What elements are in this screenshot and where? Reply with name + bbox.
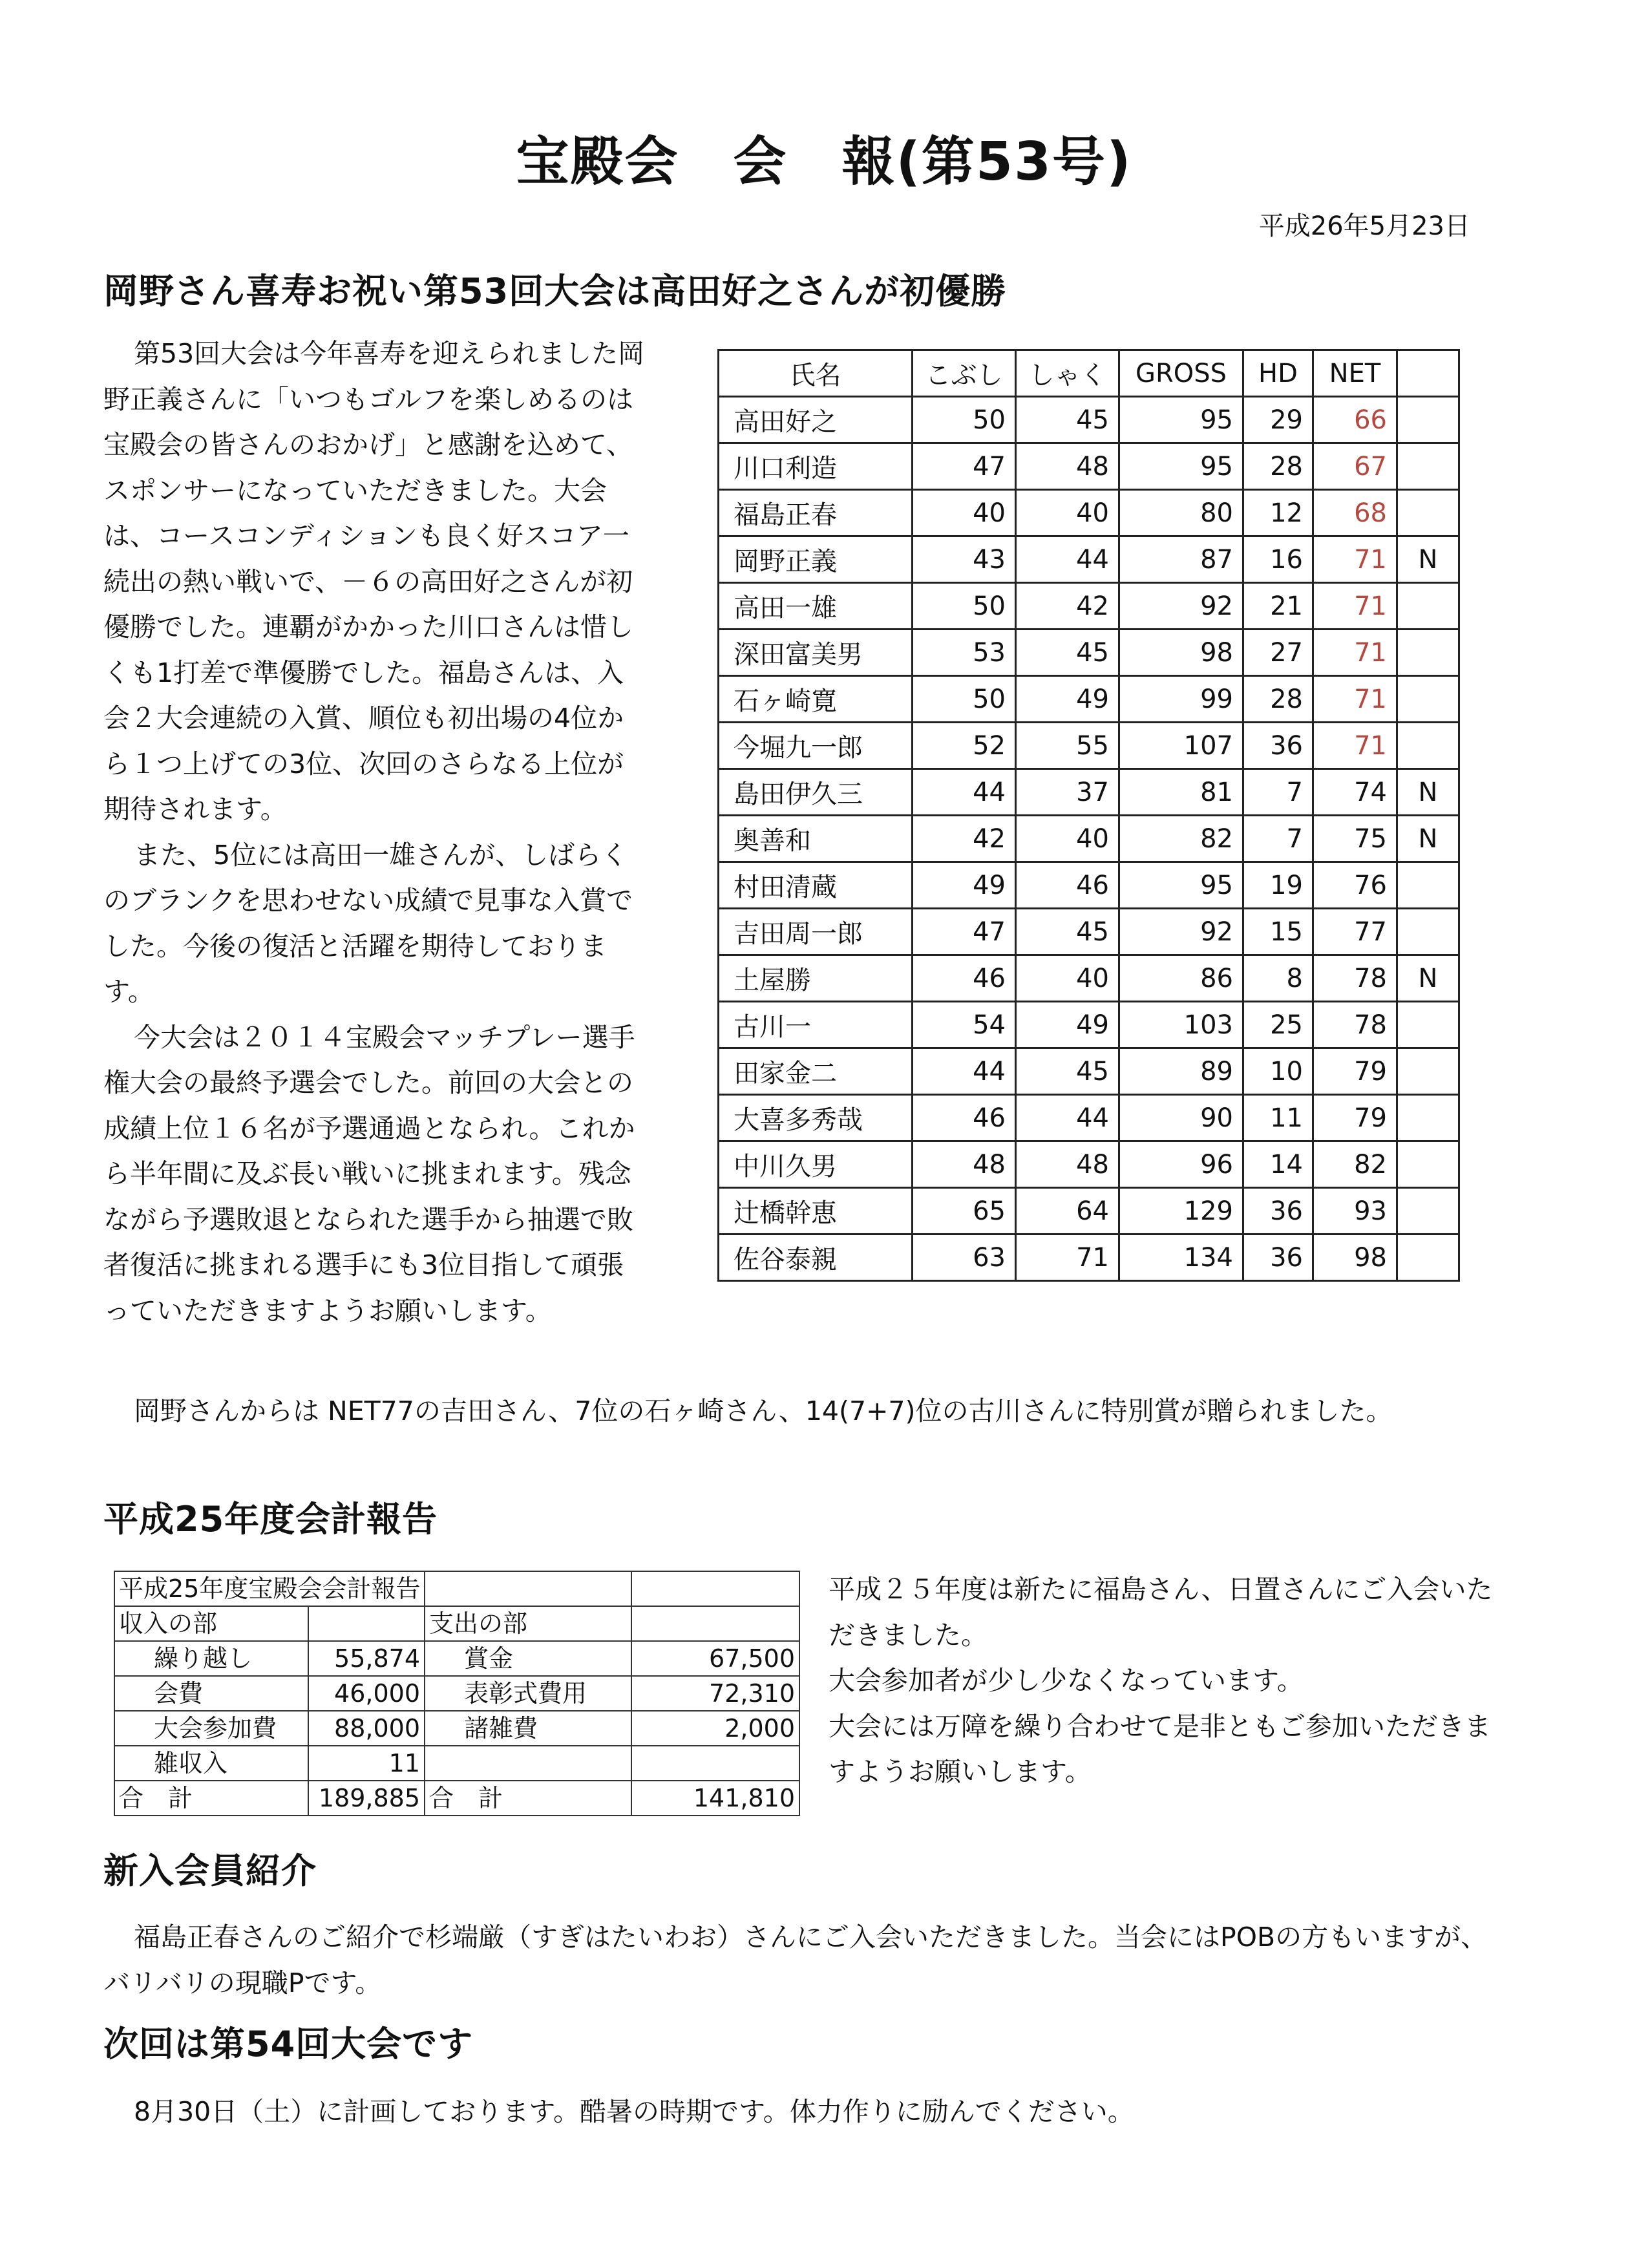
in-score: 40	[1016, 816, 1119, 862]
income-total-label: 合 計	[114, 1781, 308, 1816]
gross-score: 89	[1119, 1048, 1243, 1095]
col-header-gross: GROSS	[1119, 350, 1243, 397]
gross-score: 90	[1119, 1095, 1243, 1141]
net-score: 78	[1313, 955, 1397, 1002]
player-name: 古川一	[719, 1002, 913, 1048]
net-score: 74	[1313, 769, 1397, 816]
result-row	[719, 1141, 1459, 1188]
accounting-row	[114, 1676, 799, 1711]
gross-score: 81	[1119, 769, 1243, 816]
player-name: 大喜多秀哉	[719, 1095, 913, 1141]
accounting-section-row	[114, 1606, 799, 1641]
net-score: 75	[1313, 816, 1397, 862]
next-tournament-heading: 次回は第54回大会です	[103, 2024, 474, 2064]
in-score: 45	[1016, 397, 1119, 443]
new-peria-flag: N	[1397, 536, 1459, 583]
handicap: 12	[1243, 490, 1313, 536]
gross-score: 86	[1119, 955, 1243, 1002]
out-score: 52	[913, 723, 1016, 769]
handicap: 25	[1243, 1002, 1313, 1048]
report-paragraph: 今大会は２０１４宝殿会マッチプレー選手権大会の最終予選会でした。前回の大会との成績上位１６名が予選通過となられ。これから半年間に及ぶ長い戦いに挑まれます。残念ながら予選敗退となられた選手から抽選で敗者復活に挑まれる選手にも3位目指して頑張っていただきますようお願いします。	[103, 1021, 635, 1326]
expense-total-label: 合 計	[425, 1781, 631, 1816]
result-row	[719, 862, 1459, 909]
new-peria-flag	[1397, 1235, 1459, 1281]
result-row	[719, 397, 1459, 443]
new-peria-flag	[1397, 490, 1459, 536]
in-score: 40	[1016, 490, 1119, 536]
accounting-row	[114, 1746, 799, 1781]
in-score: 64	[1016, 1188, 1119, 1235]
out-score: 50	[913, 676, 1016, 723]
handicap: 29	[1243, 397, 1313, 443]
gross-score: 80	[1119, 490, 1243, 536]
out-score: 47	[913, 443, 1016, 490]
result-row	[719, 1002, 1459, 1048]
results-table	[717, 349, 1460, 1282]
net-score: 82	[1313, 1141, 1397, 1188]
income-header: 収入の部	[114, 1606, 308, 1641]
accounting-heading: 平成25年度会計報告	[103, 1499, 438, 1540]
new-peria-flag	[1397, 1188, 1459, 1235]
in-score: 49	[1016, 1002, 1119, 1048]
new-peria-flag: N	[1397, 816, 1459, 862]
in-score: 45	[1016, 909, 1119, 955]
player-name: 岡野正義	[719, 536, 913, 583]
accounting-table	[114, 1571, 800, 1816]
in-score: 42	[1016, 583, 1119, 630]
new-peria-flag	[1397, 630, 1459, 676]
net-score: 68	[1313, 490, 1397, 536]
gross-score: 92	[1119, 909, 1243, 955]
expense-label: 諸雑費	[425, 1711, 631, 1746]
player-name: 石ヶ崎寛	[719, 676, 913, 723]
accounting-caption-row	[114, 1571, 799, 1606]
gross-score: 134	[1119, 1235, 1243, 1281]
col-header-flag	[1397, 350, 1459, 397]
expense-amount	[631, 1746, 799, 1781]
in-score: 44	[1016, 1095, 1119, 1141]
gross-score: 82	[1119, 816, 1243, 862]
col-header-name: 氏名	[719, 350, 913, 397]
result-row	[719, 1188, 1459, 1235]
result-row	[719, 769, 1459, 816]
player-name: 田家金二	[719, 1048, 913, 1095]
net-score: 71	[1313, 583, 1397, 630]
player-name: 中川久男	[719, 1141, 913, 1188]
result-row	[719, 443, 1459, 490]
player-name: 今堀九一郎	[719, 723, 913, 769]
net-score: 78	[1313, 1002, 1397, 1048]
handicap: 21	[1243, 583, 1313, 630]
new-peria-flag	[1397, 723, 1459, 769]
handicap: 10	[1243, 1048, 1313, 1095]
handicap: 36	[1243, 1188, 1313, 1235]
gross-score: 107	[1119, 723, 1243, 769]
new-member-heading: 新入会員紹介	[103, 1850, 317, 1891]
result-row	[719, 490, 1459, 536]
net-score: 71	[1313, 723, 1397, 769]
result-row	[719, 723, 1459, 769]
in-score: 55	[1016, 723, 1119, 769]
net-score: 77	[1313, 909, 1397, 955]
special-prize-note: 岡野さんからは NET77の吉田さん、7位の石ヶ崎さん、14(7+7)位の古川さんに特別賞が贈られました。	[134, 1395, 1393, 1426]
gross-score: 95	[1119, 397, 1243, 443]
in-score: 49	[1016, 676, 1119, 723]
net-score: 66	[1313, 397, 1397, 443]
col-header-net: NET	[1313, 350, 1397, 397]
expense-label: 賞金	[425, 1641, 631, 1676]
in-score: 48	[1016, 1141, 1119, 1188]
accounting-total-row	[114, 1781, 799, 1816]
player-name: 川口利造	[719, 443, 913, 490]
new-peria-flag	[1397, 583, 1459, 630]
in-score: 37	[1016, 769, 1119, 816]
out-score: 43	[913, 536, 1016, 583]
tournament-report	[103, 331, 646, 1333]
handicap: 36	[1243, 723, 1313, 769]
handicap: 7	[1243, 816, 1313, 862]
result-row	[719, 583, 1459, 630]
new-peria-flag	[1397, 1048, 1459, 1095]
out-score: 47	[913, 909, 1016, 955]
new-peria-flag	[1397, 1095, 1459, 1141]
in-score: 71	[1016, 1235, 1119, 1281]
handicap: 19	[1243, 862, 1313, 909]
handicap: 28	[1243, 443, 1313, 490]
handicap: 15	[1243, 909, 1313, 955]
new-peria-flag: N	[1397, 955, 1459, 1002]
out-score: 50	[913, 397, 1016, 443]
col-header-in: しゃく	[1016, 350, 1119, 397]
result-row	[719, 955, 1459, 1002]
gross-score: 96	[1119, 1141, 1243, 1188]
income-label: 大会参加費	[114, 1711, 308, 1746]
results-header-row	[719, 350, 1459, 397]
in-score: 45	[1016, 630, 1119, 676]
out-score: 63	[913, 1235, 1016, 1281]
out-score: 48	[913, 1141, 1016, 1188]
new-peria-flag	[1397, 1002, 1459, 1048]
expense-label	[425, 1746, 631, 1781]
income-label: 会費	[114, 1676, 308, 1711]
out-score: 50	[913, 583, 1016, 630]
player-name: 吉田周一郎	[719, 909, 913, 955]
expense-header: 支出の部	[425, 1606, 631, 1641]
net-score: 76	[1313, 862, 1397, 909]
net-score: 71	[1313, 536, 1397, 583]
col-header-hd: HD	[1243, 350, 1313, 397]
accounting-note-line: 平成２５年度は新たに福島さん、日置さんにご入会いただきました。	[829, 1574, 1493, 1651]
out-score: 65	[913, 1188, 1016, 1235]
new-peria-flag	[1397, 1141, 1459, 1188]
next-tournament-text: 8月30日（土）に計画しております。酷暑の時期です。体力作りに励んでください。	[134, 2096, 1134, 2127]
player-name: 佐谷泰親	[719, 1235, 913, 1281]
handicap: 7	[1243, 769, 1313, 816]
net-score: 79	[1313, 1095, 1397, 1141]
player-name: 福島正春	[719, 490, 913, 536]
accounting-row	[114, 1711, 799, 1746]
expense-label: 表彰式費用	[425, 1676, 631, 1711]
handicap: 14	[1243, 1141, 1313, 1188]
new-peria-flag: N	[1397, 769, 1459, 816]
handicap: 16	[1243, 536, 1313, 583]
newsletter-title: 宝殿会 会 報(第53号)	[516, 131, 1132, 193]
net-score: 71	[1313, 630, 1397, 676]
player-name: 土屋勝	[719, 955, 913, 1002]
accounting-caption: 平成25年度宝殿会会計報告	[114, 1571, 425, 1606]
income-amount: 46,000	[308, 1676, 425, 1711]
net-score: 71	[1313, 676, 1397, 723]
out-score: 54	[913, 1002, 1016, 1048]
issue-date: 平成26年5月23日	[1258, 211, 1470, 241]
out-score: 46	[913, 955, 1016, 1002]
player-name: 深田富美男	[719, 630, 913, 676]
income-label: 雑収入	[114, 1746, 308, 1781]
in-score: 45	[1016, 1048, 1119, 1095]
result-row	[719, 1235, 1459, 1281]
income-label: 繰り越し	[114, 1641, 308, 1676]
in-score: 46	[1016, 862, 1119, 909]
income-total: 189,885	[308, 1781, 425, 1816]
result-row	[719, 816, 1459, 862]
in-score: 48	[1016, 443, 1119, 490]
out-score: 44	[913, 1048, 1016, 1095]
new-member-text: 福島正春さんのご紹介で杉端厳（すぎはたいわお）さんにご入会いただきました。当会にはPOBの方もいますが、バリバリの現職Pです。	[103, 1922, 1488, 1998]
tournament-heading: 岡野さん喜寿お祝い第53回大会は高田好之さんが初優勝	[103, 271, 1007, 312]
result-row	[719, 536, 1459, 583]
gross-score: 95	[1119, 443, 1243, 490]
in-score: 44	[1016, 536, 1119, 583]
gross-score: 98	[1119, 630, 1243, 676]
out-score: 46	[913, 1095, 1016, 1141]
handicap: 36	[1243, 1235, 1313, 1281]
accounting-note-line: 大会には万障を繰り合わせて是非ともご参加いただきますようお願いします。	[829, 1710, 1491, 1787]
new-peria-flag	[1397, 676, 1459, 723]
expense-amount: 72,310	[631, 1676, 799, 1711]
gross-score: 103	[1119, 1002, 1243, 1048]
gross-score: 129	[1119, 1188, 1243, 1235]
new-peria-flag	[1397, 909, 1459, 955]
out-score: 40	[913, 490, 1016, 536]
income-amount: 55,874	[308, 1641, 425, 1676]
player-name: 高田好之	[719, 397, 913, 443]
net-score: 67	[1313, 443, 1397, 490]
gross-score: 95	[1119, 862, 1243, 909]
accounting-note	[829, 1567, 1501, 1795]
out-score: 49	[913, 862, 1016, 909]
result-row	[719, 1048, 1459, 1095]
gross-score: 87	[1119, 536, 1243, 583]
new-peria-flag	[1397, 862, 1459, 909]
result-row	[719, 909, 1459, 955]
expense-amount: 2,000	[631, 1711, 799, 1746]
new-peria-flag	[1397, 443, 1459, 490]
net-score: 93	[1313, 1188, 1397, 1235]
result-row	[719, 676, 1459, 723]
out-score: 53	[913, 630, 1016, 676]
net-score: 79	[1313, 1048, 1397, 1095]
result-row	[719, 1095, 1459, 1141]
gross-score: 99	[1119, 676, 1243, 723]
new-peria-flag	[1397, 397, 1459, 443]
gross-score: 92	[1119, 583, 1243, 630]
player-name: 村田清蔵	[719, 862, 913, 909]
income-amount: 11	[308, 1746, 425, 1781]
expense-total: 141,810	[631, 1781, 799, 1816]
player-name: 辻橋幹恵	[719, 1188, 913, 1235]
col-header-out: こぶし	[913, 350, 1016, 397]
accounting-row	[114, 1641, 799, 1676]
player-name: 島田伊久三	[719, 769, 913, 816]
out-score: 42	[913, 816, 1016, 862]
player-name: 奥善和	[719, 816, 913, 862]
out-score: 44	[913, 769, 1016, 816]
handicap: 11	[1243, 1095, 1313, 1141]
report-paragraph: また、5位には高田一雄さんが、しばらくのブランクを思わせない成績で見事な入賞でした。今後の復活と活躍を期待しております。	[103, 839, 633, 1007]
expense-amount: 67,500	[631, 1641, 799, 1676]
accounting-note-line: 大会参加者が少し少なくなっています。	[829, 1665, 1304, 1696]
income-amount: 88,000	[308, 1711, 425, 1746]
net-score: 98	[1313, 1235, 1397, 1281]
result-row	[719, 630, 1459, 676]
handicap: 8	[1243, 955, 1313, 1002]
in-score: 40	[1016, 955, 1119, 1002]
handicap: 27	[1243, 630, 1313, 676]
handicap: 28	[1243, 676, 1313, 723]
player-name: 高田一雄	[719, 583, 913, 630]
report-paragraph: 第53回大会は今年喜寿を迎えられました岡野正義さんに「いつもゴルフを楽しめるのは宝殿会の皆さんのおかげ」と感謝を込めて、スポンサーになっていただきました。大会は、コースコンディションも良く好スコア一続出の熱い戦いで、－６の高田好之さんが初優勝でした。連覇がかかった川口さんは惜しくも1打差で準優勝でした。福島さんは、入会２大会連続の入賞、順位も初出場の4位から１つ上げての3位、次回のさらなる上位が期待されます。	[103, 338, 645, 825]
